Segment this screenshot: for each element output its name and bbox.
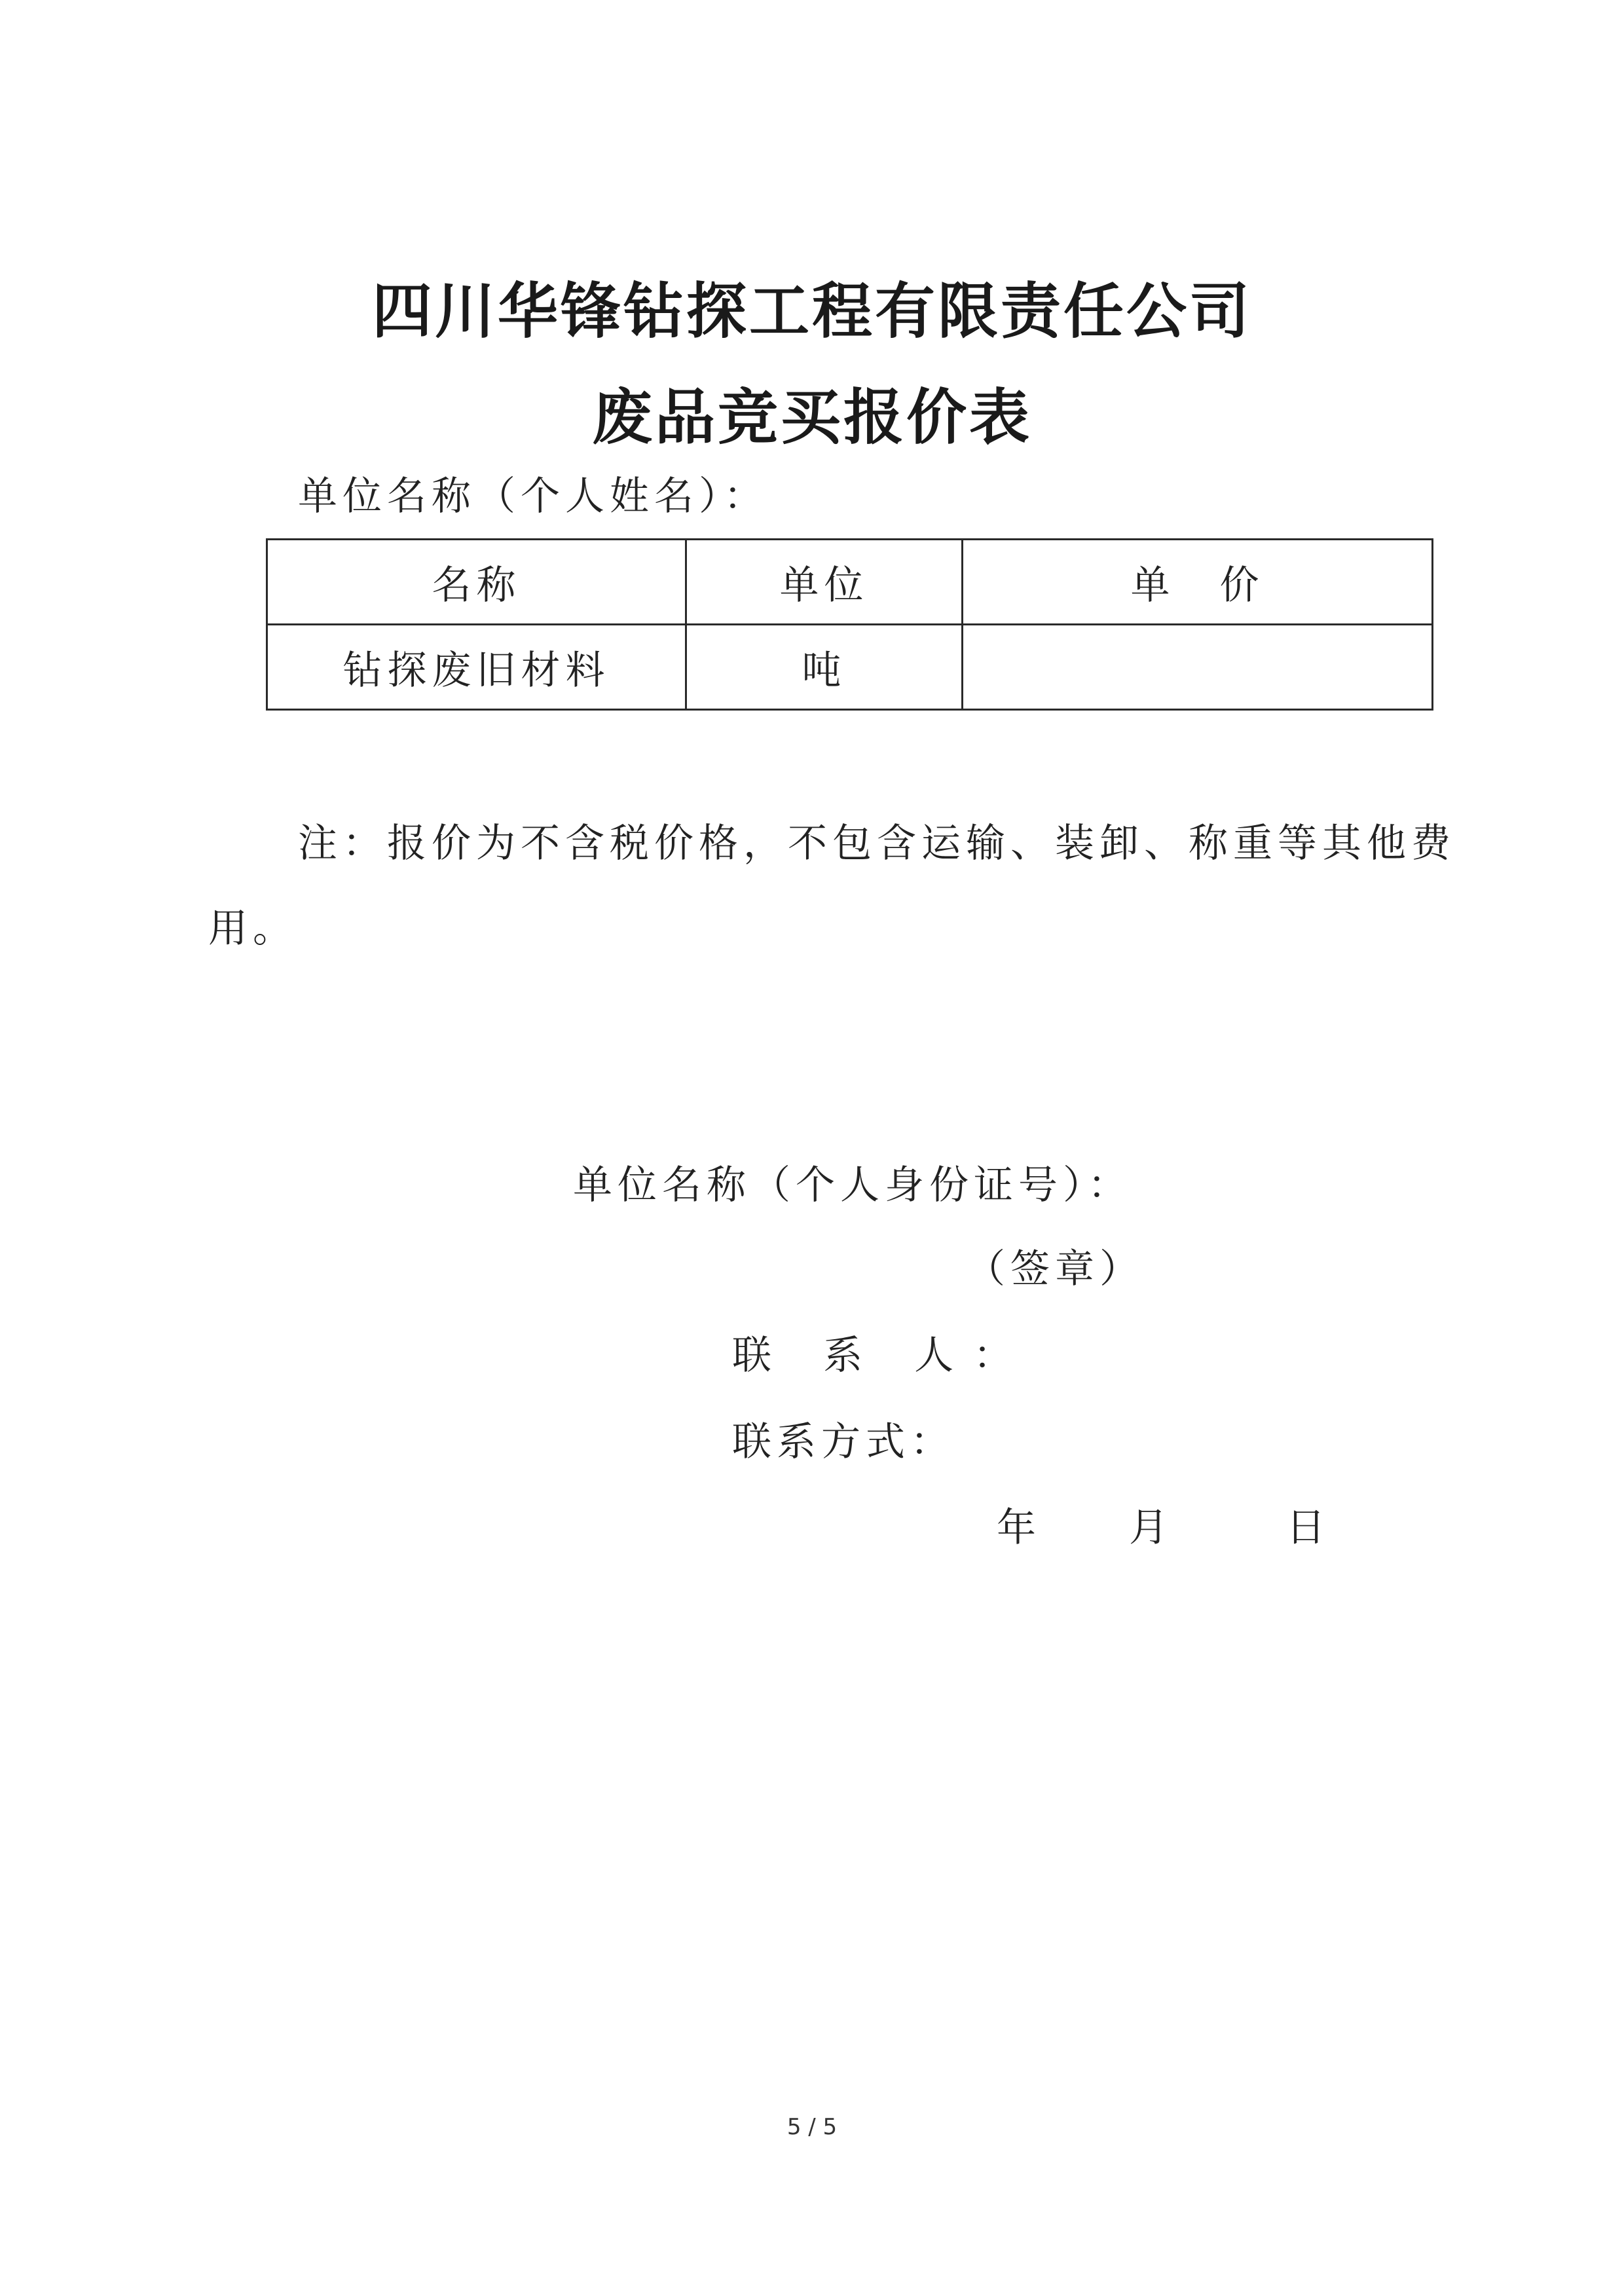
table-header-row <box>267 540 1433 625</box>
date-year-label: 年 <box>997 1505 1041 1551</box>
header-unit-price: 单 价 <box>963 540 1433 625</box>
header-unit: 单位 <box>686 540 963 625</box>
note-line-2: 用。 <box>208 906 297 952</box>
unit-name-label: 单位名称（个人姓名）： <box>298 473 768 519</box>
cell-item-name: 钻探废旧材料 <box>267 625 686 710</box>
unit-id-label: 单位名称（个人身份证号）： <box>573 1162 1132 1208</box>
date-month-label: 月 <box>1129 1505 1173 1551</box>
seal-label: （签章） <box>966 1246 1144 1292</box>
date-day-label: 日 <box>1286 1505 1331 1551</box>
form-title: 废品竞买报价表 <box>591 382 1032 453</box>
contact-person-label: 联 系 人： <box>732 1333 1033 1379</box>
table-row <box>267 625 1433 710</box>
date-line <box>0 1505 1624 1551</box>
cell-unit-price-input[interactable] <box>963 625 1433 710</box>
header-name: 名称 <box>267 540 686 625</box>
note-line-1: 注：报价为不含税价格，不包含运输、装卸、称重等其他费 <box>298 821 1456 866</box>
page-number: 5 / 5 <box>786 2114 838 2140</box>
contact-method-label: 联系方式： <box>732 1419 955 1465</box>
quote-table <box>266 538 1433 711</box>
cell-item-unit: 吨 <box>686 625 963 710</box>
company-title: 四川华锋钻探工程有限责任公司 <box>371 276 1252 346</box>
